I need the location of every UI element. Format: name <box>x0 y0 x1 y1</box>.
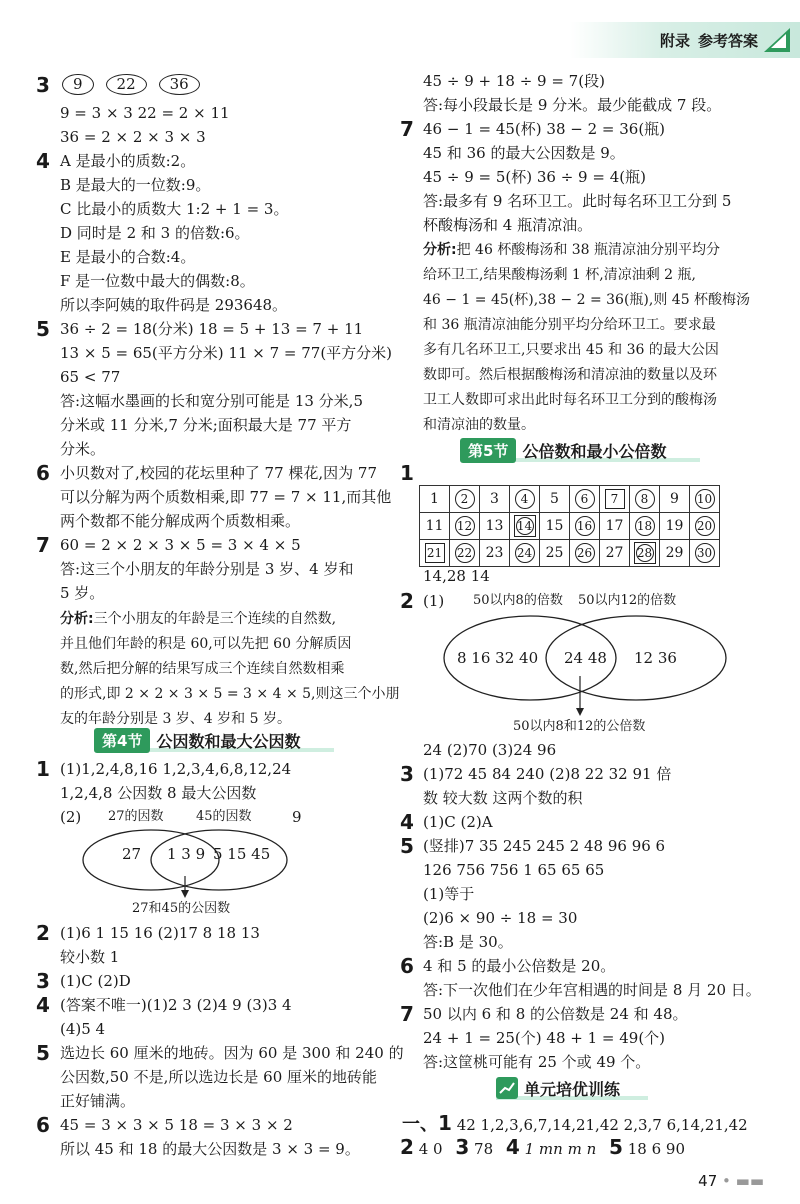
text-line: (1)C (2)A <box>423 813 493 831</box>
section-tag: 第4节 <box>94 728 150 753</box>
text-line: 所以李阿姨的取件码是 293648。 <box>60 296 288 314</box>
text-line: 所以 45 和 18 的最大公因数是 3 × 3 = 9。 <box>60 1140 360 1158</box>
analysis-label: 分析: <box>60 611 94 627</box>
venn-right-values: 5 15 45 <box>213 845 271 863</box>
venn-left-values: 27 <box>122 845 142 863</box>
text-line: 46 − 1 = 45(杯) 38 − 2 = 36(瓶) <box>423 120 666 138</box>
text-line: 答:下一次他们在少年宫相遇的时间是 8 月 20 日。 <box>423 981 761 999</box>
unit-number: 1 <box>438 1111 452 1135</box>
grid-cell <box>630 513 660 540</box>
circled-cell: 30 <box>695 543 715 563</box>
text-line: (1)6 1 15 16 (2)17 8 18 13 <box>60 924 260 942</box>
venn-label: 45的因数 <box>196 809 252 824</box>
text-line: 分米或 11 分米,7 分米;面积最大是 77 平方 <box>60 416 352 434</box>
circled-cell: 12 <box>455 516 475 536</box>
chart-icon <box>496 1077 518 1099</box>
analysis-text: 数即可。然后根据酸梅汤和清凉油的数量以及环 <box>423 367 717 383</box>
grid-cell <box>570 486 600 513</box>
grid-cell: 15 <box>540 513 570 540</box>
section-tag: 第5节 <box>460 438 516 463</box>
s5q4-number: 4 <box>400 810 414 834</box>
venn-caption: 27和45的公因数 <box>132 901 231 916</box>
boxed-circled-cell <box>514 515 536 537</box>
grid-cell <box>570 540 600 567</box>
text-line: 小贝数对了,校园的花坛里种了 77 棵花,因为 77 <box>60 464 378 482</box>
grid-cell <box>690 540 720 567</box>
text-line: E 是最小的合数:4。 <box>60 248 196 266</box>
text-line: 较小数 1 <box>60 948 120 966</box>
unit-training-heading <box>496 1075 620 1101</box>
circled-cell: 16 <box>575 516 595 536</box>
section-title: 公倍数和最小公倍数 <box>522 441 667 461</box>
venn-right-values: 12 36 <box>634 649 677 667</box>
text-line: 答:最多有 9 名环卫工。此时每名环卫工分到 5 <box>423 192 732 210</box>
unit-prefix: 一、 <box>402 1114 438 1135</box>
unit-number: 3 <box>455 1135 470 1159</box>
text-line: 9 <box>292 808 302 826</box>
analysis-text: 46 − 1 = 45(杯),38 − 2 = 36(瓶),则 45 杯酸梅汤 <box>423 292 751 308</box>
section-4-heading <box>94 727 300 753</box>
grid-cell <box>630 486 660 513</box>
text-line: 13 × 5 = 65(平方分米) 11 × 7 = 77(平方分米) <box>60 344 393 362</box>
grid-cell: 23 <box>480 540 510 567</box>
header-appendix: 附录 <box>659 32 690 50</box>
grid-cell: 13 <box>480 513 510 540</box>
text-line: A 是最小的质数:2。 <box>60 152 196 170</box>
text-line: F 是一位数中最大的偶数:8。 <box>60 272 255 290</box>
page-number <box>698 1172 764 1190</box>
venn-middle-values: 1 3 9 <box>167 845 206 863</box>
q7-number: 7 <box>36 533 50 557</box>
unit-text: 1 mn m n <box>524 1140 597 1158</box>
text-line: 1,2,4,8 公因数 8 最大公因数 <box>60 784 257 802</box>
text-line: 14,28 14 <box>423 567 490 585</box>
text-line: C 比最小的质数大 1:2 + 1 = 3。 <box>60 200 289 218</box>
grid-cell: 11 <box>420 513 450 540</box>
analysis-text: 把 46 杯酸梅汤和 38 瓶清凉油分别平均分 <box>456 242 721 258</box>
q3-number: 3 <box>36 73 50 97</box>
unit-number: 2 <box>400 1135 414 1159</box>
text-line: 24 + 1 = 25(个) 48 + 1 = 49(个) <box>423 1029 666 1047</box>
circled-cell: 2 <box>455 489 475 509</box>
s5q6-number: 6 <box>400 954 414 978</box>
s4q2-number: 2 <box>36 921 50 945</box>
grid-cell: 25 <box>540 540 570 567</box>
boxed-cell: 21 <box>425 543 445 563</box>
hundred-grid <box>419 485 720 567</box>
analysis-text: 友的年龄分别是 3 岁、4 岁和 5 岁。 <box>60 711 291 727</box>
analysis-label: 分析: <box>423 242 457 258</box>
text-line: (1)C (2)D <box>60 972 131 990</box>
boxed-circled-cell <box>634 542 656 564</box>
grid-cell <box>450 513 480 540</box>
grid-cell <box>690 486 720 513</box>
grid-cell <box>510 513 540 540</box>
text-line: 36 = 2 × 2 × 3 × 3 <box>60 128 206 146</box>
grid-cell <box>450 540 480 567</box>
grid-cell: 5 <box>540 486 570 513</box>
unit-text: 78 <box>474 1140 494 1158</box>
text-line: (2) <box>60 808 82 826</box>
section-5-heading <box>460 437 666 463</box>
unit-text: 42 1,2,3,6,7,14,21,42 2,3,7 6,14,21,42 <box>456 1116 748 1134</box>
unit-text: 4 0 <box>418 1140 443 1158</box>
grid-cell: 3 <box>480 486 510 513</box>
text-line: 24 (2)70 (3)24 96 <box>423 741 557 759</box>
text-line: 126 756 756 1 65 65 65 <box>423 861 605 879</box>
analysis-line <box>60 609 336 629</box>
unit-text: 18 6 90 <box>627 1140 685 1158</box>
text-line: 答:每小段最长是 9 分米。最少能截成 7 段。 <box>423 96 722 114</box>
ruler-icon <box>762 26 792 54</box>
text-line: 60 = 2 × 2 × 3 × 5 = 3 × 4 × 5 <box>60 536 301 554</box>
text-line: 杯酸梅汤和 4 瓶清凉油。 <box>423 216 593 234</box>
circled-cell: 10 <box>695 489 715 509</box>
cell-value: 28 <box>636 546 653 560</box>
r-q7-number: 7 <box>400 117 414 141</box>
text-line: 45 = 3 × 3 × 5 18 = 3 × 3 × 2 <box>60 1116 293 1134</box>
q4-number: 4 <box>36 149 50 173</box>
circled-cell: 4 <box>515 489 535 509</box>
venn-label: 27的因数 <box>108 809 164 824</box>
analysis-line <box>423 240 720 260</box>
circled-cell: 22 <box>455 543 475 563</box>
circled-cell: 18 <box>635 516 655 536</box>
grid-cell <box>600 486 630 513</box>
analysis-text: 卫工人数即可求出此时每名环卫工分到的酸梅汤 <box>423 392 717 408</box>
text-line: 答:这筐桃可能有 25 个或 49 个。 <box>423 1053 651 1071</box>
analysis-text: 的形式,即 2 × 2 × 3 × 5 = 3 × 4 × 5,则这三个小朋 <box>60 686 400 702</box>
circled-cell: 26 <box>575 543 595 563</box>
grid-cell <box>450 486 480 513</box>
q5-number: 5 <box>36 317 50 341</box>
text-line: 两个数都不能分解成两个质数相乘。 <box>60 512 301 530</box>
grid-cell <box>420 540 450 567</box>
q3-circled <box>62 74 212 95</box>
text-line: (4)5 4 <box>60 1020 106 1038</box>
circled-cell: 24 <box>515 543 535 563</box>
grid-cell: 29 <box>660 540 690 567</box>
venn-caption: 50以内8和12的公倍数 <box>513 719 646 734</box>
s5q2-number: 2 <box>400 589 414 613</box>
text-line: 9 = 3 × 3 22 = 2 × 11 <box>60 104 230 122</box>
text-line: (1)等于 <box>423 885 475 903</box>
text-line: 5 岁。 <box>60 584 105 602</box>
text-line: 65 < 77 <box>60 368 121 386</box>
unit-number: 5 <box>609 1135 623 1159</box>
section-title: 公因数和最大公因数 <box>156 731 301 751</box>
circled-cell: 20 <box>695 516 715 536</box>
s5q7-number: 7 <box>400 1002 414 1026</box>
section-title: 单元培优训练 <box>524 1079 621 1099</box>
text-line: (答案不唯一)(1)2 3 (2)4 9 (3)3 4 <box>60 996 292 1014</box>
grid-cell <box>510 540 540 567</box>
text-line: (1) <box>423 592 445 610</box>
text-line: 数 较大数 这两个数的积 <box>423 789 583 807</box>
s5q3-number: 3 <box>400 762 414 786</box>
s4q1-number: 1 <box>36 757 50 781</box>
grid-cell: 9 <box>660 486 690 513</box>
text-line: 答:这幅水墨画的长和宽分别可能是 13 分米,5 <box>60 392 363 410</box>
text-line: 可以分解为两个质数相乘,即 77 = 7 × 11,而其他 <box>60 488 392 506</box>
cell-value: 14 <box>516 519 533 533</box>
page-number-dots: • ▬▬ <box>717 1172 764 1190</box>
grid-cell: 19 <box>660 513 690 540</box>
analysis-text: 三个小朋友的年龄是三个连续的自然数, <box>93 611 337 627</box>
venn-label: 50以内8的倍数 <box>473 593 563 608</box>
text-line: 答:B 是 30。 <box>423 933 513 951</box>
unit-number: 4 <box>505 1135 520 1159</box>
text-line: D 同时是 2 和 3 的倍数:6。 <box>60 224 250 242</box>
text-line: 45 和 36 的最大公因数是 9。 <box>423 144 625 162</box>
venn-label: 50以内12的倍数 <box>578 593 677 608</box>
text-line: 45 ÷ 9 = 5(杯) 36 ÷ 9 = 4(瓶) <box>423 168 646 186</box>
venn-left-values: 8 16 32 40 <box>457 649 539 667</box>
unit-line-1 <box>402 1113 748 1135</box>
grid-cell <box>570 513 600 540</box>
text-line: 选边长 60 厘米的地砖。因为 60 是 300 和 240 的 <box>60 1044 404 1062</box>
text-line: 公因数,50 不是,所以选边长是 60 厘米的地砖能 <box>60 1068 378 1086</box>
s4q3-number: 3 <box>36 969 50 993</box>
text-line: (1)72 45 84 240 (2)8 22 32 91 倍 <box>423 765 672 783</box>
s4q6-number: 6 <box>36 1113 50 1137</box>
circled-cell: 8 <box>635 489 655 509</box>
text-line: 4 和 5 的最小公倍数是 20。 <box>423 957 616 975</box>
s4q4-number: 4 <box>36 993 50 1017</box>
s5q1-number: 1 <box>400 461 414 485</box>
analysis-text: 和 36 瓶清凉油能分别平均分给环卫工。要求最 <box>423 317 716 333</box>
analysis-text: 多有几名环卫工,只要求出 45 和 36 的最大公因 <box>423 342 719 358</box>
circled-number: 22 <box>106 74 147 95</box>
text-line: 50 以内 6 和 8 的公倍数是 24 和 48。 <box>423 1005 688 1023</box>
analysis-text: 并且他们年龄的积是 60,可以先把 60 分解质因 <box>60 636 352 652</box>
grid-cell: 1 <box>420 486 450 513</box>
s4q5-number: 5 <box>36 1041 50 1065</box>
text-line: 正好铺满。 <box>60 1092 136 1110</box>
grid-cell <box>510 486 540 513</box>
text-line: (竖排)7 35 245 245 2 48 96 96 6 <box>423 837 666 855</box>
grid-cell <box>630 540 660 567</box>
page-number-value: 47 <box>698 1172 718 1190</box>
circled-number: 9 <box>62 74 94 95</box>
circled-cell: 6 <box>575 489 595 509</box>
q6-number: 6 <box>36 461 50 485</box>
text-line: 分米。 <box>60 440 106 458</box>
analysis-text: 给环卫工,结果酸梅汤剩 1 杯,清凉油剩 2 瓶, <box>423 267 696 283</box>
text-line: (1)1,2,4,8,16 1,2,3,4,6,8,12,24 <box>60 760 292 778</box>
grid-cell <box>690 513 720 540</box>
boxed-cell: 7 <box>605 489 625 509</box>
analysis-text: 和清凉油的数量。 <box>423 417 535 433</box>
grid-cell: 27 <box>600 540 630 567</box>
unit-line-2 <box>400 1137 685 1159</box>
text-line: B 是最大的一位数:9。 <box>60 176 211 194</box>
venn-middle-values: 24 48 <box>564 649 607 667</box>
circled-number: 36 <box>159 74 200 95</box>
text-line: 答:这三个小朋友的年龄分别是 3 岁、4 岁和 <box>60 560 354 578</box>
s5q5-number: 5 <box>400 834 414 858</box>
text-line: 45 ÷ 9 + 18 ÷ 9 = 7(段) <box>423 72 605 90</box>
header-answers: 参考答案 <box>697 32 758 50</box>
text-line: 36 ÷ 2 = 18(分米) 18 = 5 + 13 = 7 + 11 <box>60 320 364 338</box>
analysis-text: 数,然后把分解的结果写成三个连续自然数相乘 <box>60 661 345 677</box>
grid-cell: 17 <box>600 513 630 540</box>
text-line: (2)6 × 90 ÷ 18 = 30 <box>423 909 578 927</box>
